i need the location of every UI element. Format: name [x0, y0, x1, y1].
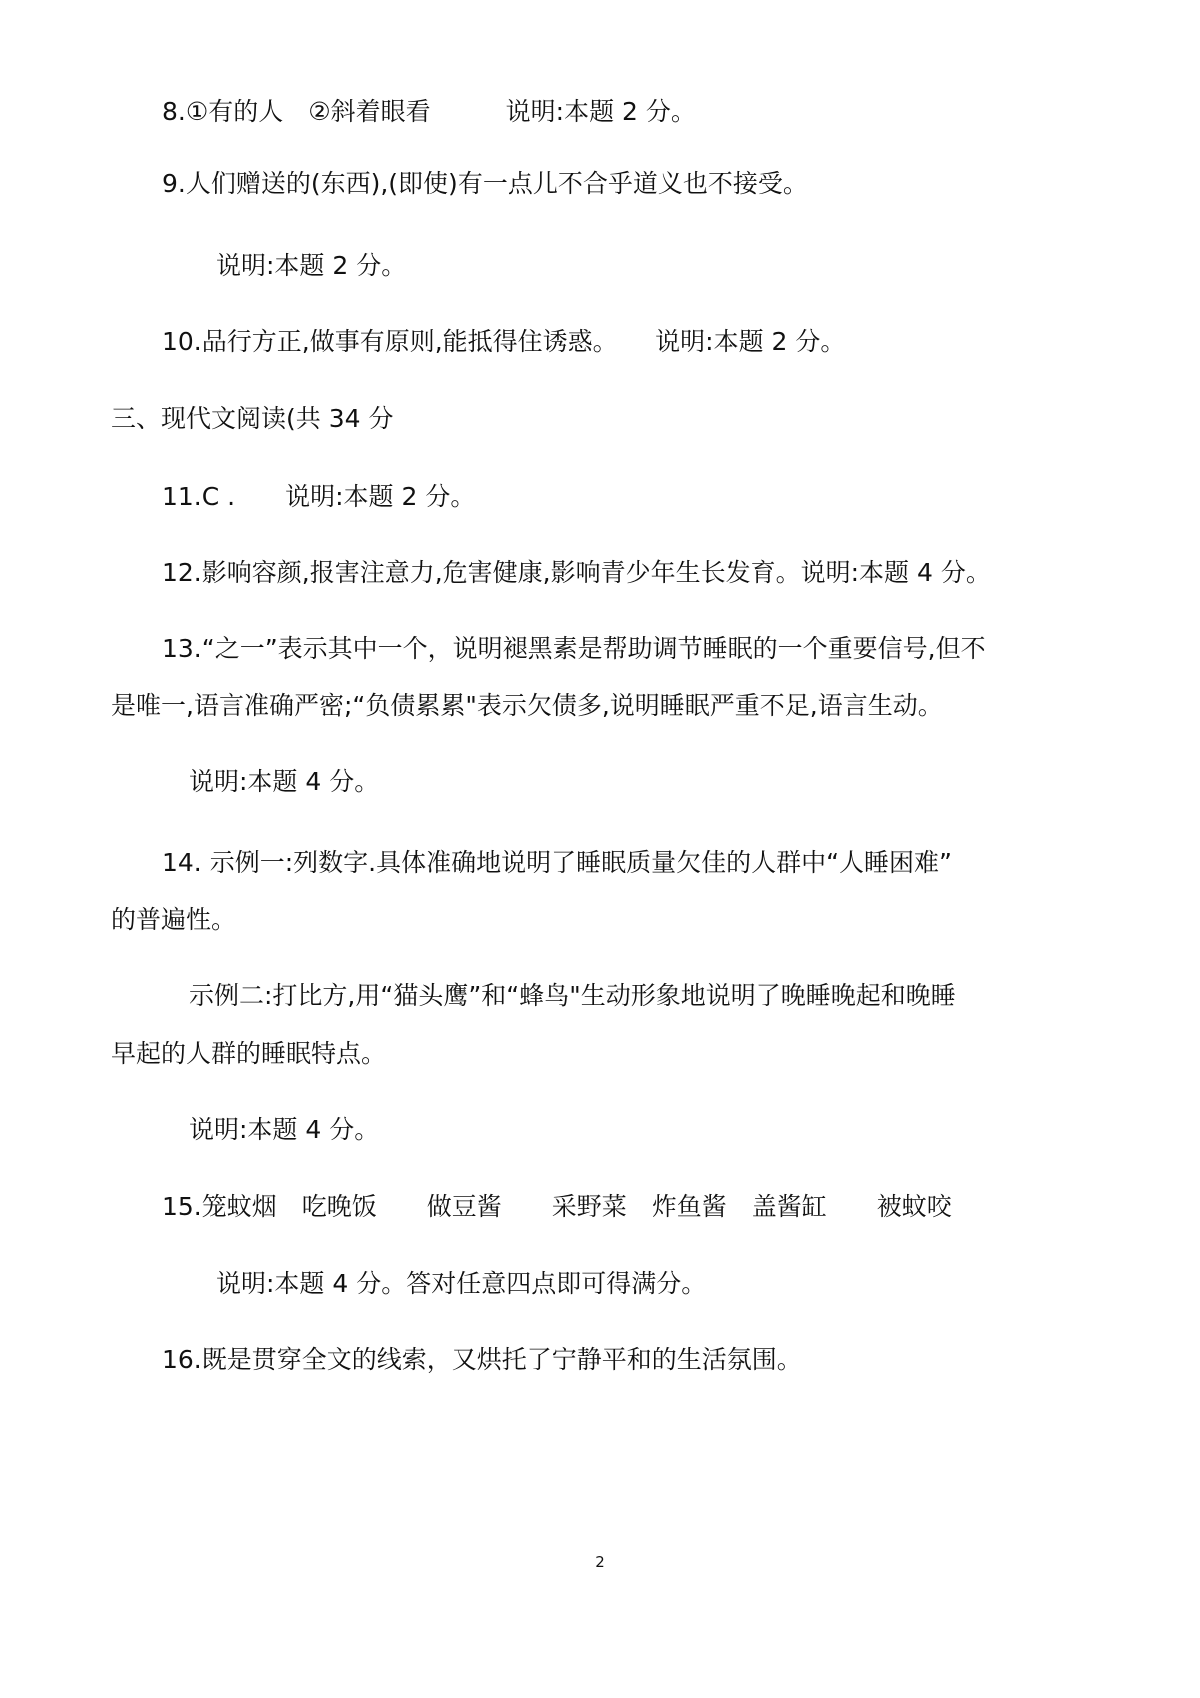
answer-9-note: 说明:本题 2 分。 — [216, 251, 407, 280]
answer-13-line-1: 13.“之一”表示其中一个，说明褪黑素是帮助调节睡眠的一个重要信号,但不 — [162, 634, 986, 663]
answer-14-line-1: 14. 示例一:列数字.具体准确地说明了睡眠质量欠佳的人群中“人睡困难” — [162, 848, 952, 877]
page-number: 2 — [595, 1553, 605, 1571]
section-heading-modern-reading: 三、现代文阅读(共 34 分 — [111, 404, 394, 433]
answer-9: 9.人们赠送的(东西),(即使)有一点儿不合乎道义也不接受。 — [162, 169, 808, 198]
answer-8: 8.①有的人 ②斜着眼看 说明:本题 2 分。 — [162, 97, 696, 126]
answer-14-example-2-line-2: 早起的人群的睡眠特点。 — [111, 1039, 387, 1068]
answer-11: 11.C . 说明:本题 2 分。 — [162, 482, 476, 511]
answer-13-note: 说明:本题 4 分。 — [189, 767, 380, 796]
answer-16: 16.既是贯穿全文的线索，又烘托了宁静平和的生活氛围。 — [162, 1345, 802, 1374]
answer-14-example-2-line-1: 示例二:打比方,用“猫头鹰”和“蜂鸟"生动形象地说明了晚睡晚起和晚睡 — [189, 981, 956, 1010]
answer-12: 12.影响容颜,报害注意力,危害健康,影响青少年生长发育。说明:本题 4 分。 — [162, 558, 991, 587]
answer-14-note: 说明:本题 4 分。 — [189, 1115, 380, 1144]
answer-14-line-2: 的普遍性。 — [111, 905, 237, 934]
answer-10: 10.品行方正,做事有原则,能抵得住诱惑。 说明:本题 2 分。 — [162, 327, 846, 356]
answer-15-note: 说明:本题 4 分。答对任意四点即可得满分。 — [216, 1269, 707, 1298]
answer-13-line-2: 是唯一,语言准确严密;“负债累累"表示欠债多,说明睡眠严重不足,语言生动。 — [111, 691, 943, 720]
answer-15: 15.笼蚊烟 吃晚饭 做豆酱 采野菜 炸鱼酱 盖酱缸 被蚊咬 — [162, 1192, 952, 1221]
